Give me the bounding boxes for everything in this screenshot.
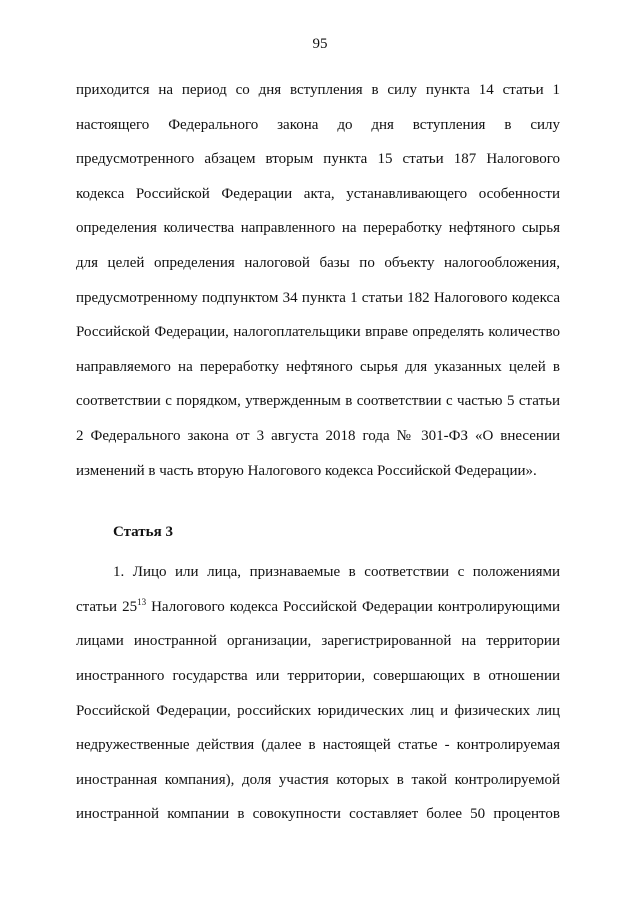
text-fragment: Налогового кодекса Российской Федерации контролирующими <box>146 598 560 615</box>
text-line: направляемого на переработку нефтяного сырья для указанных целей в <box>76 358 560 375</box>
text-fragment: статьи 25 <box>76 598 138 615</box>
text-line: для целей определения налоговой базы по объекту налогообложения, <box>76 254 560 271</box>
text-line: предусмотренного абзацем вторым пункта 15 статьи 187 Налогового <box>76 151 560 168</box>
text-line: предусмотренному подпунктом 34 пункта 1 статьи 182 Налогового кодекса <box>76 289 560 306</box>
text-line: соответствии с порядком, утвержденным в соответствии с частью 5 статьи <box>76 393 560 410</box>
article-paragraph <box>76 555 560 832</box>
text-line-with-superscript <box>76 590 560 625</box>
paragraph-continuation <box>76 73 560 488</box>
page-number: 95 <box>312 36 328 52</box>
text-line: иностранная компания), доля участия которых в такой контролируемой <box>76 771 560 788</box>
text-line: Российской Федерации, российских юридических лиц и физических лиц <box>76 702 560 719</box>
text-line: иностранного государства или территории, совершающих в отношении <box>76 667 560 684</box>
article-heading: Статья 3 <box>113 524 173 541</box>
text-line: иностранной компании в совокупности составляет более 50 процентов <box>76 806 560 823</box>
text-line: изменений в часть вторую Налогового кодекса Российской Федерации». <box>76 462 537 479</box>
text-line: лицами иностранной организации, зарегистрированной на территории <box>76 633 560 650</box>
text-line: недружественные действия (далее в настоящей статье - контролируемая <box>76 737 560 754</box>
text-line: определения количества направленного на переработку нефтяного сырья <box>76 220 560 237</box>
document-body <box>76 73 560 832</box>
section-spacer <box>76 488 560 515</box>
text-line: 1. Лицо или лица, признаваемые в соответствии с положениями <box>113 564 560 581</box>
text-line: кодекса Российской Федерации акта, устанавливающего особенности <box>76 185 560 202</box>
text-line: настоящего Федерального закона до дня вступления в силу <box>76 116 560 133</box>
text-line: приходится на период со дня вступления в силу пункта 14 статьи 1 <box>76 82 560 98</box>
text-line: 2 Федерального закона от 3 августа 2018 года № 301-ФЗ «О внесении <box>76 427 560 444</box>
superscript-number: 13 <box>137 596 147 607</box>
text-line: Российской Федерации, налогоплательщики вправе определять количество <box>76 324 560 341</box>
